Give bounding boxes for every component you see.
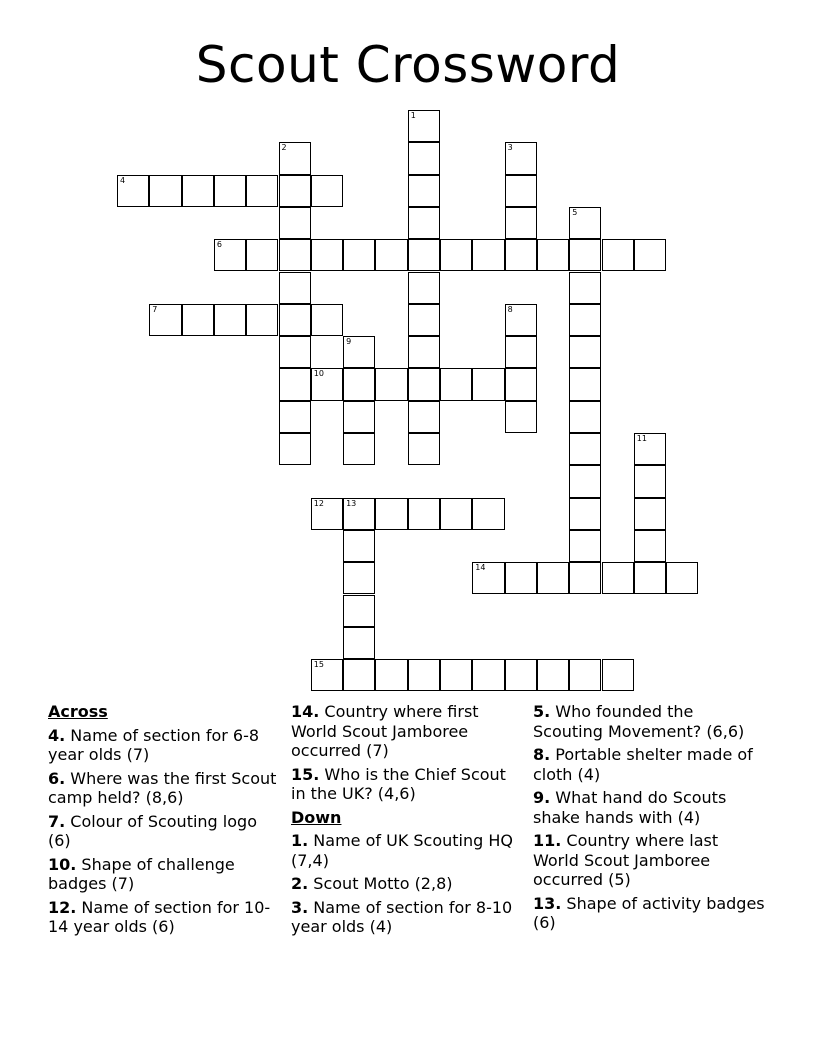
grid-cell[interactable] [279,401,311,433]
grid-cell[interactable] [537,239,569,271]
grid-cell[interactable] [472,562,504,594]
clue-item [533,745,765,784]
grid-cell[interactable] [343,498,375,530]
grid-cell[interactable] [279,272,311,304]
clue-number: 1. [291,831,309,850]
grid-cell[interactable] [279,239,311,271]
grid-cell[interactable] [149,175,181,207]
grid-cell[interactable] [279,433,311,465]
grid-cell[interactable] [279,142,311,174]
grid-cell[interactable] [408,110,440,142]
clue-item [291,831,523,870]
grid-cell[interactable] [246,239,278,271]
clue-item [533,702,765,741]
grid-cell[interactable] [472,659,504,691]
grid-cell[interactable] [279,175,311,207]
grid-cell[interactable] [505,401,537,433]
clue-number: 6. [48,768,66,788]
grid-cell[interactable] [408,175,440,207]
clue-text: Country where last World Scout Jamboree occurred (5) [533,831,719,889]
grid-cell[interactable] [602,659,634,691]
clue-text: Name of section for 8-10 year olds (4) [291,897,513,936]
cell-number: 7 [152,304,158,314]
clue-number: 3. [291,897,309,917]
grid-cell[interactable] [408,659,440,691]
grid-cell[interactable] [569,465,601,497]
clue-number: 14. [291,702,320,721]
cell-number: 13 [346,498,357,508]
cell-number: 8 [507,304,513,314]
grid-cell[interactable] [602,239,634,271]
grid-cell[interactable] [472,239,504,271]
grid-cell[interactable] [505,207,537,239]
clue-text: Country where first World Scout Jamboree occurred (7) [291,702,479,760]
clue-column-3 [533,702,765,937]
clue-text: Shape of activity badges (6) [533,893,765,932]
clue-item [291,702,523,761]
grid-cell[interactable] [214,304,246,336]
clue-item [533,894,765,933]
grid-cell[interactable] [569,659,601,691]
grid-cell[interactable] [343,562,375,594]
grid-cell[interactable] [440,239,472,271]
grid-cell[interactable] [408,142,440,174]
clue-item [48,898,280,937]
grid-cell[interactable] [343,336,375,368]
clue-item [291,898,523,937]
grid-cell[interactable] [634,562,666,594]
grid-cell[interactable] [505,175,537,207]
clue-text: Name of section for 10-14 year olds (6) [48,897,271,936]
clue-text: Portable shelter made of cloth (4) [533,745,753,784]
grid-cell[interactable] [440,659,472,691]
grid-cell[interactable] [505,336,537,368]
clue-number: 8. [533,745,551,764]
grid-cell[interactable] [537,659,569,691]
grid-cell[interactable] [375,239,407,271]
grid-cell[interactable] [117,175,149,207]
clue-text: Shape of challenge badges (7) [48,854,235,893]
cell-number: 15 [313,660,324,670]
clue-number: 7. [48,811,66,831]
grid-cell[interactable] [537,562,569,594]
grid-cell[interactable] [505,142,537,174]
clue-item [291,874,523,894]
grid-cell[interactable] [343,368,375,400]
grid-cell[interactable] [569,433,601,465]
grid-cell[interactable] [408,272,440,304]
grid-cell[interactable] [149,304,181,336]
grid-cell[interactable] [311,175,343,207]
grid-cell[interactable] [246,175,278,207]
clue-number: 15. [291,764,320,784]
clue-text: Scout Motto (2,8) [308,874,453,893]
clue-item [291,765,523,804]
clue-column-1 [48,702,280,941]
grid-cell[interactable] [440,498,472,530]
grid-cell[interactable] [472,368,504,400]
clue-heading: Across [48,702,108,721]
grid-cell[interactable] [569,207,601,239]
grid-cell[interactable] [408,433,440,465]
grid-cell[interactable] [408,498,440,530]
clue-text: Name of section for 6-8 year olds (7) [48,725,260,764]
grid-cell[interactable] [569,368,601,400]
clue-item [48,812,280,851]
grid-cell[interactable] [279,336,311,368]
cell-number: 10 [313,369,324,379]
grid-cell[interactable] [569,562,601,594]
grid-cell[interactable] [505,368,537,400]
grid-cell[interactable] [440,368,472,400]
grid-cell[interactable] [634,498,666,530]
grid-cell[interactable] [279,368,311,400]
clue-number: 10. [48,854,77,874]
clue-item [533,788,765,827]
clue-number: 2. [291,874,309,893]
grid-cell[interactable] [311,498,343,530]
grid-cell[interactable] [634,530,666,562]
clue-number: 11. [533,831,562,850]
cell-number: 3 [507,143,513,153]
cell-number: 2 [281,143,287,153]
grid-cell[interactable] [311,368,343,400]
grid-cell[interactable] [375,368,407,400]
clue-text: Who founded the Scouting Movement? (6,6) [533,702,745,741]
grid-cell[interactable] [375,659,407,691]
clue-number: 12. [48,897,77,917]
grid-cell[interactable] [408,336,440,368]
grid-cell[interactable] [569,401,601,433]
grid-cell[interactable] [182,175,214,207]
clue-number: 13. [533,893,562,913]
grid-cell[interactable] [408,304,440,336]
grid-cell[interactable] [343,433,375,465]
grid-cell[interactable] [569,336,601,368]
grid-cell[interactable] [408,239,440,271]
clue-text: Name of UK Scouting HQ (7,4) [291,831,513,870]
grid-cell[interactable] [569,239,601,271]
clue-text: Where was the first Scout camp held? (8,6) [48,768,277,807]
grid-cell[interactable] [311,304,343,336]
grid-cell[interactable] [279,207,311,239]
grid-cell[interactable] [505,562,537,594]
grid-cell[interactable] [634,239,666,271]
grid-cell[interactable] [408,368,440,400]
cell-number: 1 [410,111,416,120]
clue-text: Colour of Scouting logo (6) [48,811,257,850]
page-title: Scout Crossword [195,36,621,94]
grid-cell[interactable] [569,530,601,562]
cell-number: 14 [475,563,486,573]
grid-cell[interactable] [214,175,246,207]
grid-cell[interactable] [246,304,278,336]
grid-cell[interactable] [472,498,504,530]
grid-cell[interactable] [505,659,537,691]
grid-cell[interactable] [569,498,601,530]
grid-cell[interactable] [602,562,634,594]
clue-number: 9. [533,788,551,807]
cell-number: 6 [216,240,222,250]
grid-cell[interactable] [408,401,440,433]
grid-cell[interactable] [375,498,407,530]
grid-cell[interactable] [343,595,375,627]
clue-text: What hand do Scouts shake hands with (4) [533,788,727,827]
grid-cell[interactable] [569,272,601,304]
grid-cell[interactable] [569,304,601,336]
grid-cell[interactable] [634,465,666,497]
clue-item [48,769,280,808]
clue-number: 4. [48,725,66,745]
clue-number: 5. [533,702,551,721]
cell-number: 5 [572,207,578,217]
clue-text: Who is the Chief Scout in the UK? (4,6) [291,764,506,803]
grid-cell[interactable] [666,562,698,594]
cell-number: 11 [636,434,647,443]
cell-number: 4 [120,175,126,185]
grid-cell[interactable] [634,433,666,465]
grid-cell[interactable] [343,239,375,271]
grid-cell[interactable] [505,239,537,271]
grid-cell[interactable] [505,304,537,336]
clue-item [48,726,280,765]
grid-cell[interactable] [343,401,375,433]
grid-cell[interactable] [343,627,375,659]
grid-cell[interactable] [182,304,214,336]
grid-cell[interactable] [311,239,343,271]
clue-column-2 [291,702,523,941]
cell-number: 9 [346,337,352,347]
clue-item [48,855,280,894]
grid-cell[interactable] [214,239,246,271]
grid-cell[interactable] [343,659,375,691]
grid-cell[interactable] [311,659,343,691]
clue-heading: Down [291,807,342,827]
cell-number: 12 [313,498,324,508]
grid-cell[interactable] [279,304,311,336]
grid-cell[interactable] [343,530,375,562]
clue-item [533,831,765,890]
grid-cell[interactable] [408,207,440,239]
